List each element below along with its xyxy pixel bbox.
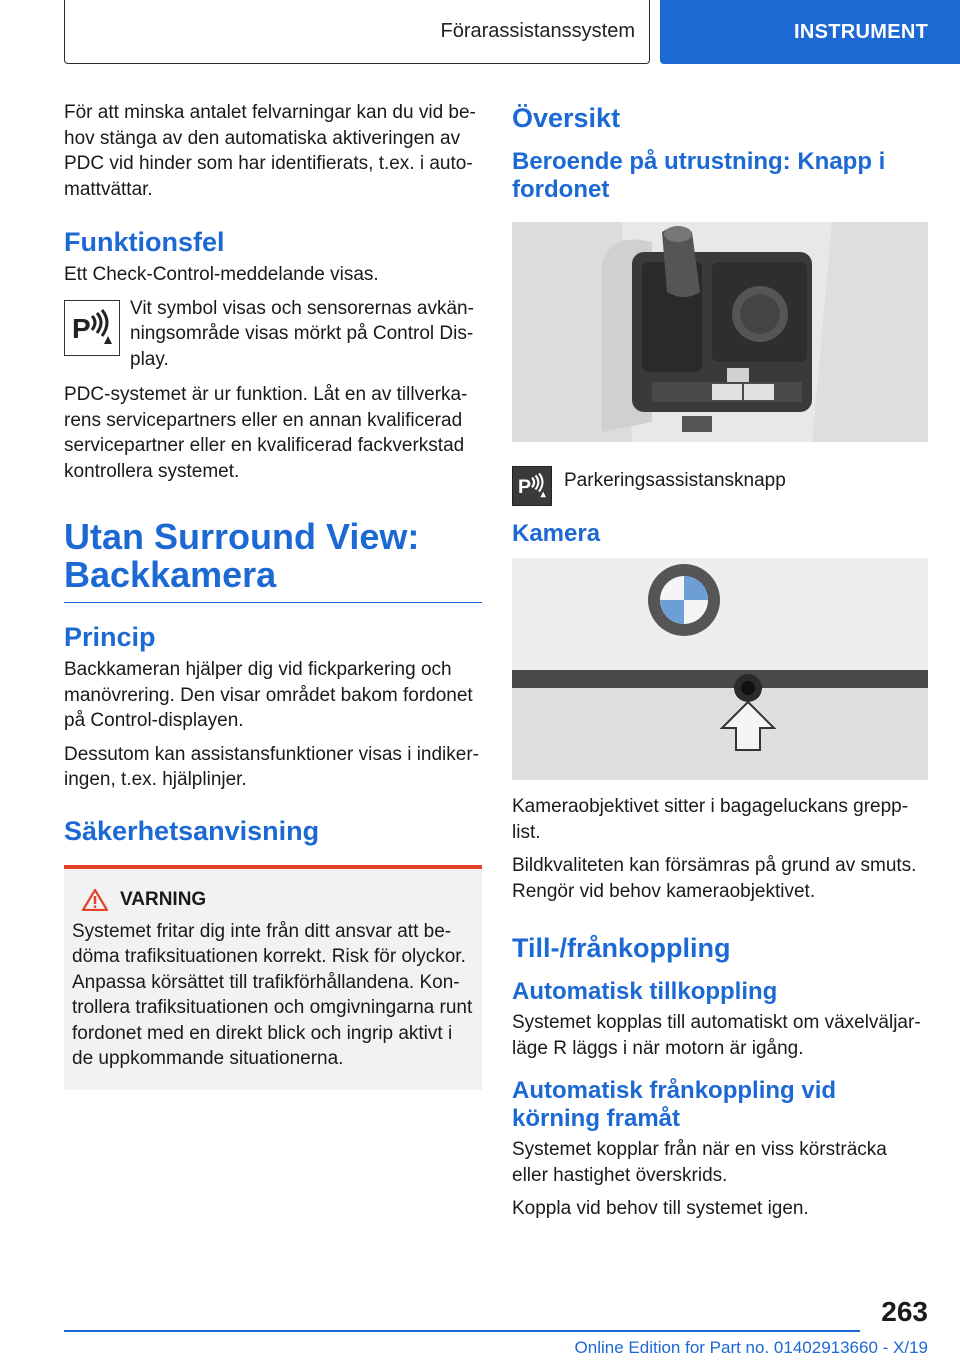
safety-heading: Säkerhetsanvisning	[64, 815, 320, 846]
warning-triangle-icon	[82, 889, 108, 911]
principle-paragraph-1: Backkameran hjälper dig vid fickparkering och manövrering. Den visar området bakom fordonet på Control-displayen.	[64, 659, 473, 731]
pdc-parking-sensor-icon	[64, 300, 120, 356]
warning-text: Systemet fritar dig inte från ditt ansvar att be-döma trafiksituationen korrekt. Risk för olyckor. Anpassa körsättet till trafikförhållandena. Kon-trollera trafiksituationen och omgivningarna runt fordonet med en direkt blick och ingrip aktivt i de uppkommande situationerna.	[72, 920, 473, 1069]
malfunction-heading: Funktionsfel	[64, 227, 225, 257]
intro-paragraph: För att minska antalet felvarningar kan du vid be-hov stänga av den automatiska aktiveringen av PDC vid hinder som har identifierats, t.ex. i auto-mattvättar.	[64, 102, 476, 200]
camera-paragraph-1: Kameraobjektivet sitter i bagageluckans grepp-list.	[512, 796, 909, 843]
svg-text:P: P	[72, 312, 91, 344]
principle-paragraph-2: Dessutom kan assistansfunktioner visas i indiker-ingen, t.ex. hjälplinjer.	[64, 743, 480, 790]
pdc-failure-paragraph: PDC-systemet är ur funktion. Låt en av tillverka-rens servicepartners eller en annan kvalificerad servicepartner eller en kvalificerad fackverkstad kontrollera systemet.	[64, 384, 468, 482]
parking-button-row	[512, 460, 928, 506]
page-number: 263	[881, 1296, 928, 1327]
warning-header	[72, 889, 474, 911]
auto-on-heading: Automatisk tillkoppling	[512, 978, 778, 1005]
right-column	[512, 100, 928, 1230]
warning-label: VARNING	[120, 888, 207, 910]
parking-button-caption: Parkeringsassistansknapp	[564, 470, 786, 491]
header-section-tab	[64, 0, 650, 64]
left-column	[64, 100, 482, 1090]
svg-text:P: P	[518, 476, 532, 498]
header-chapter-label: INSTRUMENT	[794, 20, 929, 43]
auto-off-heading: Automatisk frånkoppling vid körning framåt	[512, 1077, 837, 1132]
chapter-title-line1: Utan Surround View:	[64, 516, 420, 557]
auto-off-paragraph-2: Koppla vid behov till systemet igen.	[512, 1198, 809, 1219]
pdc-symbol-text: Vit symbol visas och sensorernas avkän-ningsområde visas mörkt på Control Dis-play.	[130, 297, 474, 370]
camera-paragraph-2: Bildkvaliteten kan försämras på grund av smuts. Rengör vid behov kameraobjektivet.	[512, 855, 917, 902]
header-section-label: Förarassistanssystem	[440, 20, 635, 42]
onoff-heading: Till-/frånkoppling	[512, 933, 731, 963]
header-chapter-tab	[660, 0, 960, 64]
chapter-title	[64, 518, 482, 603]
footer-edition: Online Edition for Part no. 01402913660 - X/19	[574, 1338, 928, 1357]
footer-divider	[64, 1330, 860, 1332]
malfunction-paragraph: Ett Check-Control-meddelande visas.	[64, 264, 379, 285]
chapter-title-line2: Backkamera	[64, 554, 277, 595]
rear-camera-photo	[512, 558, 928, 780]
camera-heading: Kamera	[512, 520, 601, 547]
warning-box	[64, 865, 482, 1090]
button-heading: Beroende på utrustning: Knapp i fordonet	[512, 148, 886, 203]
auto-off-paragraph-1: Systemet kopplar från när en viss körsträcka eller hastighet överskrids.	[512, 1139, 887, 1186]
principle-heading: Princip	[64, 622, 156, 652]
parking-assist-button-icon	[512, 466, 552, 506]
overview-heading: Översikt	[512, 103, 621, 133]
center-console-photo	[512, 222, 928, 442]
pdc-symbol-row	[64, 296, 482, 373]
auto-on-paragraph: Systemet kopplas till automatiskt om växelväljar-läge R läggs i när motorn är igång.	[512, 1012, 921, 1059]
